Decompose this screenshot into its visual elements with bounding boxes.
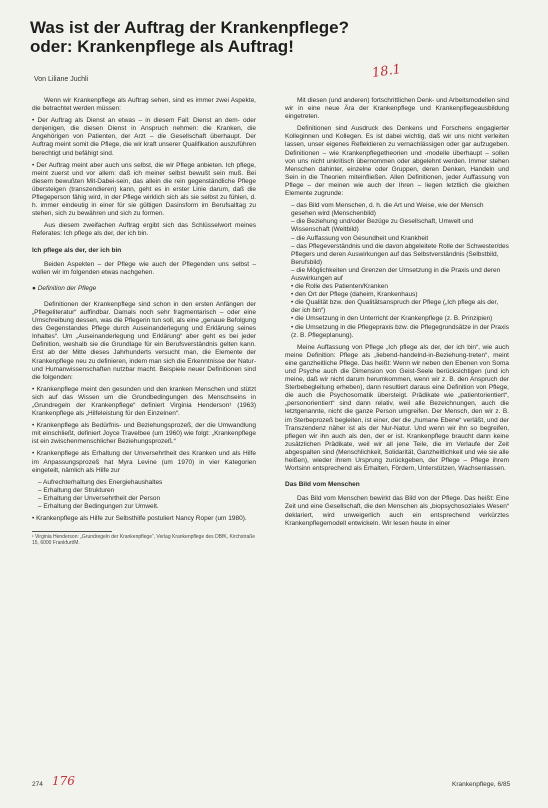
list-item: – das Pflegeverständnis und die davon abgeleitete Rolle der Schwester/des Pflegers und deren Auswirkungen auf das Selbstverständnis (Selbstbild, Berufsbild) xyxy=(291,242,509,266)
list xyxy=(32,479,256,511)
journal-reference: Krankenpflege, 6/85 xyxy=(452,781,511,788)
list-item: – Erhaltung der Bedingungen zur Umwelt. xyxy=(38,503,159,511)
list-item: • die Umsetzung in den Unterricht der Krankenpflege (z. B. Prinzipien) xyxy=(291,315,493,323)
paragraph: Definitionen der Krankenpflege sind schon in den ersten Anfängen der „Pflegeliteratur“ auffindbar. Damals noch sehr fragmentarisch – oder eine Umschreibung dessen, was die Pflegerin tun soll, als eine „genaue Befolgung des Gegenstandes Pflege durch Auseinanderlegung und Erklärung seines Inhaltes“. Um „Auseinanderlegung und Erklärung“ aber geht es bei jeder Definition, weshalb sie die Grundlage für ein Berufsverständnis gelten kann. Erst ab der Mitte dieses Jahrhunderts versucht man, die Elemente der Krankenpflege neu zu definieren, indem man sich die Erkenntnisse der Natur- und Humanwissenschaften nutzbar macht. Beispiele neuer Definitionen sind die folgenden: xyxy=(32,300,256,381)
section-heading: ● Definition der Pflege xyxy=(32,284,97,292)
paragraph: Beiden Aspekten – der Pflege wie auch der Pflegenden uns selbst – wollen wir im folgenden etwas nachgehen. xyxy=(32,260,256,276)
title-line-1: Was ist der Auftrag der Krankenpflege? xyxy=(30,18,349,37)
paragraph: • Krankenpflege als Bedürfnis- und Beziehungsprozeß, der die Umwandlung mit einschließt, definiert Joyce Travelbee (um 1960) wie folgt: „Krankenpflege ist ein zwischenmenschlicher Beziehungsprozeß.“ xyxy=(32,422,256,446)
list-item: – die Möglichkeiten und Grenzen der Umsetzung in die Praxis und deren Auswirkungen auf xyxy=(291,266,501,282)
list-item: – die Beziehung und/oder Bezüge zu Gesellschaft, Umwelt und Wissenschaft (Weltbild) xyxy=(291,218,474,234)
paragraph: • Der Auftrag als Dienst an etwas – in diesem Fall: Dienst an dem- oder denjenigen, die diesen Dienst in Anspruch nehmen: die Kranken, die Angehörigen von Patienten, der Arzt – die Gesellschaft überhaupt. Der Auftrag meint somit die Pflege, die wir kraft unserer Qualifikation auszuführen berechtigt und befähigt sind. xyxy=(32,117,256,157)
author-byline: Von Liliane Juchli xyxy=(34,76,89,83)
paragraph: Mit diesen (und anderen) fortschrittlichen Denk- und Arbeitsmodellen sind wir in eine neue Ära der Krankenpflege und Krankenpflegeausbildung eingetreten. xyxy=(285,97,509,121)
list-item: – Erhaltung der Strukturen xyxy=(38,486,115,494)
list-item: – das Bild vom Menschen, d. h. die Art und Weise, wie der Mensch gesehen wird (Menschenbild) xyxy=(291,202,484,218)
subheading: Ich pflege als der, der ich bin xyxy=(32,246,122,254)
subheading: Das Bild vom Menschen xyxy=(285,481,360,489)
list-item: • den Ort der Pflege (daheim, Krankenhaus) xyxy=(291,291,418,299)
paragraph: Aus diesem zweifachen Auftrag ergibt sich das Schlüsselwort meines Referates: Ich pflege als der, der ich bin. xyxy=(32,222,256,238)
paragraph: • Krankenpflege meint den gesunden und den kranken Menschen und stützt sich auf das Wissen um die Grundbedingungen des Menschseins in „Grundregeln der Krankenpflege“ definiert Virginia Henderson¹ (1963) Krankenpflege als „Hilfeleistung für den Einzelnen“. xyxy=(32,385,256,418)
paragraph: • Der Auftrag meint aber auch uns selbst, die wir Pflege anbieten. Ich pflege, meint zuerst und vor allem: daß ich meiner selbst bewußt sein muß. Bei diesem bewußten Mit-Dabei-sein, das allein die rein gegenständliche Pflege übersteigen (transzendieren) kann, geht es in erster Linie darum, daß die Pflegeperson fähig wird, in der Pflege wirklich sich als sie selbst zu fühlen, d. h. immer eindeutig in einer für sie gültigen Dasinsform im Berufsalltag zu stehen, sich zu bewähren und sich zu formen. xyxy=(32,161,256,218)
footnote-divider xyxy=(32,531,112,532)
list-item: – Erhaltung der Unversehrtheit der Person xyxy=(38,494,161,502)
title-line-2: oder: Krankenpflege als Auftrag! xyxy=(30,37,294,56)
paragraph: Das Bild vom Menschen bewirkt das Bild von der Pflege. Das heißt: Eine Zeit und eine Gesellschaft, die den Menschen als „biopsychosoziales Wesen“ deklariert, wird unweigerlich auch ein entsprechend verkürztes Krankenpflegemodell entwickeln. Wir lesen heute in einer xyxy=(285,495,509,527)
page-number: 274 xyxy=(32,781,43,788)
list-item: – die Auffassung von Gesundheit und Krankheit xyxy=(291,234,429,242)
article-title xyxy=(30,18,510,56)
list-item: • die Rolle des Patienten/Kranken xyxy=(291,283,388,291)
footnote: ¹ Virginia Henderson: „Grundregeln der Krankenpflege“, Verlag Krankenpflege des DBfK, Kirchstraße 15, 6000 Frankfurt/M. xyxy=(32,534,256,547)
list xyxy=(285,202,509,340)
paragraph: Wenn wir Krankenpflege als Auftrag sehen, sind es immer zwei Aspekte, die betrachtet werden müssen: xyxy=(32,97,256,113)
handwritten-note: 18.1 xyxy=(371,62,402,81)
left-column xyxy=(32,97,256,546)
list-item: – Aufrechterhaltung des Energiehaushaltes xyxy=(38,478,163,486)
list-item: • die Qualität bzw. den Qualitätsanspruch der Pflege („Ich pflege als der, der ich bin“) xyxy=(291,299,499,315)
paragraph: Meine Auffassung von Pflege „Ich pflege als der, der ich bin“, wie auch meine Definition: Pflege als „liebend-handelnd-in-Beziehung-treten“, meint eine ganzheitliche Pflege. Das heißt: Wenn wir neben den Ebenen von Soma und Psyche auch die Dimension von Geist-Seele berücksichtigen (und ich meine, daß wir nicht darum herumkommen, wenn wir z. B. den Anspruch der Sterbebegleitung erheben), dann resultiert daraus eine Definition von Pflege, die auch die Psychosomatik übersteigt. Prädikate wie „patientorientiert“, „personorientiert“ sind dann relativ, weil alle Bezeichnungen, auch die letztgenannte, nicht die ganze Person umgreifen. Der Mensch, den wir z. B. im Sterbeprozeß begleiten, ist einer, der die „humane Ebene“ verläßt, und der Transzendenz näher ist als der Nur-Natur. Und wenn wir ihn so begreifen, pflegen wir ihn auch als den, der er ist. Krankenpflege braucht dann keine zusätzlichen Prädikate, weil wir all jene Teile, die im Verlaufe der Zeit abgespalten sind (Menschlichkeit, Solidarität, Ganzheitlichkeit und wie sie alle heißen), wieder ihrem Ursprung zurückgeben, der Pflege – Pflege ihrem Wortsinn entsprechend als Erhalten, Fördern, Unterstützen, Wachsenlassen. xyxy=(285,343,510,473)
paragraph: Definitionen sind Ausdruck des Denkens und Forschens engagierter Kolleginnen und Kollegen. Es ist dabei wichtig, daß wir uns nicht verleiten lassen, unser eigenes Reflektieren zu vernachlässigen oder gar aufzugeben. Definitionen – wie Krankenpflegetheorien und -modelle überhaupt – sollen von uns nicht unkritisch übernommen oder abgelehnt werden. Immer stehen Menschen dahinter, einzelne oder Gruppen, deren Denken, Handeln und Sein in die Theorien miteinfließen. Allen Definitionen, jeder Auffassung von Pflege – der meinen wie auch der Ihren – liegen letztlich die gleichen Elemente zugrunde: xyxy=(285,125,509,198)
right-column xyxy=(285,97,509,532)
handwritten-page-number: 176 xyxy=(52,774,75,788)
paragraph: • Krankenpflege als Hilfe zur Selbsthilfe postuliert Nancy Roper (um 1980). xyxy=(32,515,247,523)
paragraph: • Krankenpflege als Erhaltung der Unversehrtheit des Kranken und als Hilfe im Anpassungsprozeß hat Myra Levine (um 1970) in vier Kategorien eingeteilt, nämlich als Hilfe zur xyxy=(32,450,256,474)
list-item: • die Umsetzung in die Pflegepraxis bzw. die Pflegegrundsätze in der Praxis (z. B. Pflegeplanung). xyxy=(291,323,509,339)
